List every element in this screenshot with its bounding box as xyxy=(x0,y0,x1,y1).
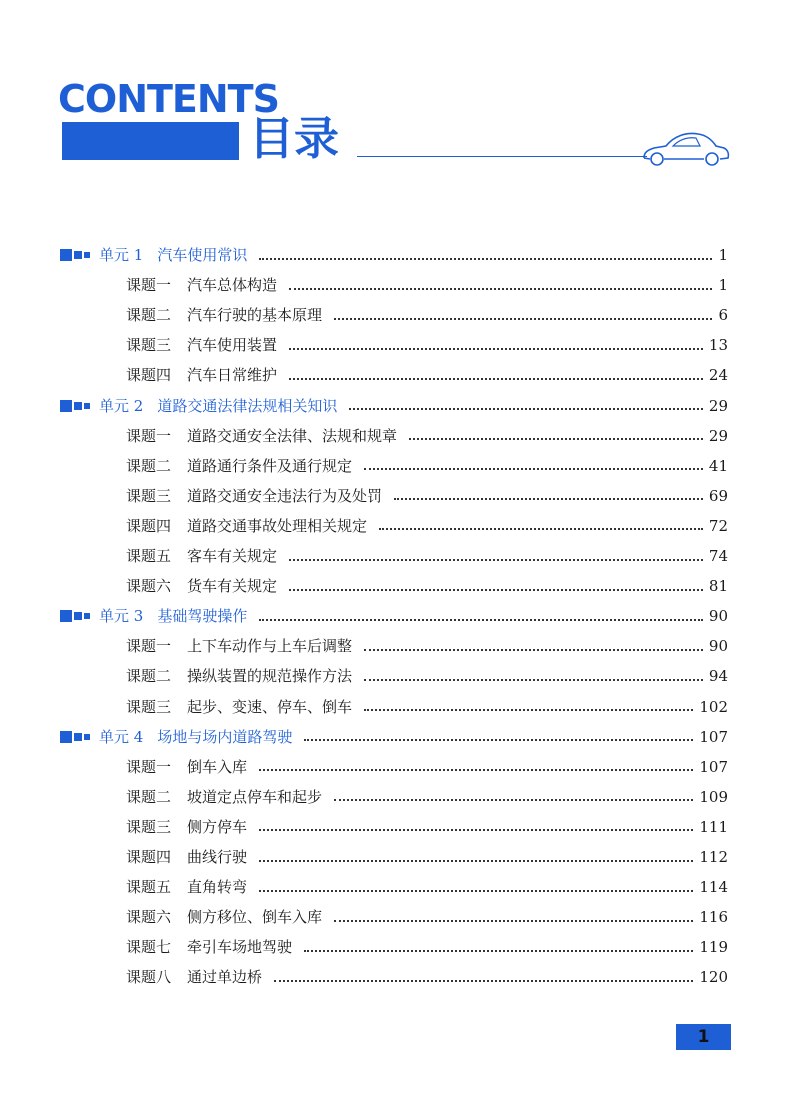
toc-lesson-row[interactable] xyxy=(126,333,728,357)
leader-dots xyxy=(259,859,693,862)
lesson-title: 汽车总体构造 xyxy=(187,276,278,295)
leader-dots xyxy=(409,437,703,440)
leader-dots xyxy=(349,407,703,410)
leader-dots xyxy=(289,347,703,350)
leader-dots xyxy=(274,979,693,982)
unit-title: 汽车使用常识 xyxy=(157,246,248,264)
lesson-title: 客车有关规定 xyxy=(187,547,278,565)
toc-lesson-row[interactable] xyxy=(126,815,728,839)
unit-label: 单元 2 xyxy=(99,396,144,415)
unit-label: 单元 4 xyxy=(99,727,144,746)
page-number: 1 xyxy=(718,246,728,264)
lesson-label: 课题一 xyxy=(126,426,172,445)
lesson-label: 课题二 xyxy=(126,306,172,325)
page-number: 107 xyxy=(699,757,728,776)
lesson-title: 曲线行驶 xyxy=(187,848,248,866)
lesson-title: 通过单边桥 xyxy=(187,968,263,987)
leader-dots xyxy=(379,527,703,530)
lesson-label: 课题三 xyxy=(126,336,172,355)
lesson-label: 课题六 xyxy=(126,908,172,927)
page-number: 112 xyxy=(699,848,728,866)
lesson-title: 汽车日常维护 xyxy=(187,366,278,385)
page-number: 90 xyxy=(708,637,728,656)
lesson-title: 汽车行驶的基本原理 xyxy=(187,306,323,325)
page-number: 114 xyxy=(699,878,728,897)
leader-dots xyxy=(259,618,703,621)
unit-title: 基础驾驶操作 xyxy=(157,607,248,626)
toc-lesson-row[interactable] xyxy=(126,303,728,327)
page-number: 116 xyxy=(699,908,728,927)
lesson-title: 倒车入库 xyxy=(187,757,248,776)
page-number: 111 xyxy=(699,817,728,836)
lesson-label: 课题二 xyxy=(126,456,172,475)
page-number: 69 xyxy=(708,486,728,505)
toc-unit-row[interactable] xyxy=(60,725,728,749)
lesson-title: 牵引车场地驾驶 xyxy=(187,938,293,957)
leader-dots xyxy=(334,317,712,320)
page-number: 72 xyxy=(708,516,728,535)
contents-title-cn: 目录 xyxy=(249,112,340,165)
page-number: 120 xyxy=(699,968,728,987)
toc-lesson-row[interactable] xyxy=(126,695,728,719)
leader-dots xyxy=(364,708,693,711)
unit-label: 单元 3 xyxy=(99,607,144,626)
lesson-title: 道路通行条件及通行规定 xyxy=(187,456,353,475)
unit-title: 场地与场内道路驾驶 xyxy=(157,727,293,746)
toc-lesson-row[interactable] xyxy=(126,574,728,598)
leader-dots xyxy=(289,588,703,591)
lesson-title: 汽车使用装置 xyxy=(187,336,278,355)
unit-bullet-icon xyxy=(60,400,92,412)
toc-lesson-row[interactable] xyxy=(126,845,728,869)
leader-dots xyxy=(364,678,703,681)
unit-title: 道路交通法律法规相关知识 xyxy=(157,396,338,415)
lesson-title: 坡道定点停车和起步 xyxy=(187,787,323,806)
lesson-title: 道路交通安全违法行为及处罚 xyxy=(187,486,383,505)
page-number: 41 xyxy=(708,456,728,475)
toc-lesson-row[interactable] xyxy=(126,935,728,959)
page-number: 74 xyxy=(708,547,728,565)
leader-dots xyxy=(364,467,703,470)
lesson-title: 直角转弯 xyxy=(187,878,248,897)
toc-lesson-row[interactable] xyxy=(126,875,728,899)
page-number: 107 xyxy=(699,727,728,746)
lesson-label: 课题六 xyxy=(126,577,172,596)
page-number: 90 xyxy=(708,607,728,626)
lesson-label: 课题七 xyxy=(126,938,172,957)
lesson-title: 道路交通事故处理相关规定 xyxy=(187,516,368,535)
toc-lesson-row[interactable] xyxy=(126,755,728,779)
leader-dots xyxy=(259,768,693,771)
page-number: 119 xyxy=(699,938,728,957)
lesson-label: 课题三 xyxy=(126,817,172,836)
lesson-label: 课题三 xyxy=(126,697,172,716)
title-bar-block xyxy=(62,122,239,160)
toc-lesson-row[interactable] xyxy=(126,544,728,568)
toc-lesson-row[interactable] xyxy=(126,484,728,508)
toc-unit-row[interactable] xyxy=(60,243,728,267)
toc-lesson-row[interactable] xyxy=(126,905,728,929)
contents-title-en: CONTENTS xyxy=(58,77,279,121)
toc-lesson-row[interactable] xyxy=(126,664,728,688)
leader-dots xyxy=(364,648,703,651)
leader-dots xyxy=(289,558,703,561)
page-number: 13 xyxy=(708,336,728,355)
unit-bullet-icon xyxy=(60,731,92,743)
lesson-label: 课题四 xyxy=(126,366,172,385)
leader-dots xyxy=(259,828,693,831)
page-number: 6 xyxy=(718,306,728,325)
lesson-label: 课题四 xyxy=(126,516,172,535)
lesson-label: 课题四 xyxy=(126,848,172,866)
page-number: 1 xyxy=(718,276,728,295)
toc-lesson-row[interactable] xyxy=(126,424,728,448)
lesson-title: 操纵装置的规范操作方法 xyxy=(187,667,353,686)
unit-bullet-icon xyxy=(60,610,92,622)
lesson-label: 课题五 xyxy=(126,547,172,565)
page-number: 81 xyxy=(708,577,728,596)
leader-dots xyxy=(289,377,703,380)
page-number: 109 xyxy=(699,787,728,806)
title-underline xyxy=(357,156,647,157)
leader-dots xyxy=(259,889,693,892)
toc-unit-row[interactable] xyxy=(60,604,728,628)
lesson-label: 课题一 xyxy=(126,757,172,776)
unit-bullet-icon xyxy=(60,249,92,261)
lesson-label: 课题八 xyxy=(126,968,172,987)
car-outline-icon xyxy=(640,128,732,168)
leader-dots xyxy=(259,257,712,260)
toc-lesson-row[interactable] xyxy=(126,454,728,478)
lesson-title: 侧方停车 xyxy=(187,817,248,836)
page-number: 94 xyxy=(708,667,728,686)
lesson-label: 课题二 xyxy=(126,787,172,806)
page-number: 29 xyxy=(708,396,728,415)
toc-lesson-row[interactable] xyxy=(126,273,728,297)
lesson-title: 侧方移位、倒车入库 xyxy=(187,908,323,927)
toc-lesson-row[interactable] xyxy=(126,634,728,658)
page-number-badge: 1 xyxy=(676,1024,731,1050)
unit-label: 单元 1 xyxy=(99,246,144,264)
lesson-title: 起步、变速、停车、倒车 xyxy=(187,697,353,716)
leader-dots xyxy=(334,919,693,922)
lesson-title: 上下车动作与上车后调整 xyxy=(187,637,353,656)
toc-lesson-row[interactable] xyxy=(126,965,728,989)
page-number: 29 xyxy=(708,426,728,445)
leader-dots xyxy=(304,949,693,952)
lesson-label: 课题一 xyxy=(126,276,172,295)
lesson-label: 课题五 xyxy=(126,878,172,897)
page-number: 102 xyxy=(699,697,728,716)
toc-lesson-row[interactable] xyxy=(126,785,728,809)
leader-dots xyxy=(289,287,712,290)
lesson-title: 货车有关规定 xyxy=(187,577,278,596)
page-number: 24 xyxy=(708,366,728,385)
lesson-label: 课题三 xyxy=(126,486,172,505)
toc-unit-row[interactable] xyxy=(60,394,728,418)
leader-dots xyxy=(334,798,693,801)
lesson-title: 道路交通安全法律、法规和规章 xyxy=(187,426,398,445)
leader-dots xyxy=(394,497,703,500)
leader-dots xyxy=(304,738,693,741)
toc-lesson-row[interactable] xyxy=(126,363,728,387)
toc-lesson-row[interactable] xyxy=(126,514,728,538)
lesson-label: 课题二 xyxy=(126,667,172,686)
lesson-label: 课题一 xyxy=(126,637,172,656)
